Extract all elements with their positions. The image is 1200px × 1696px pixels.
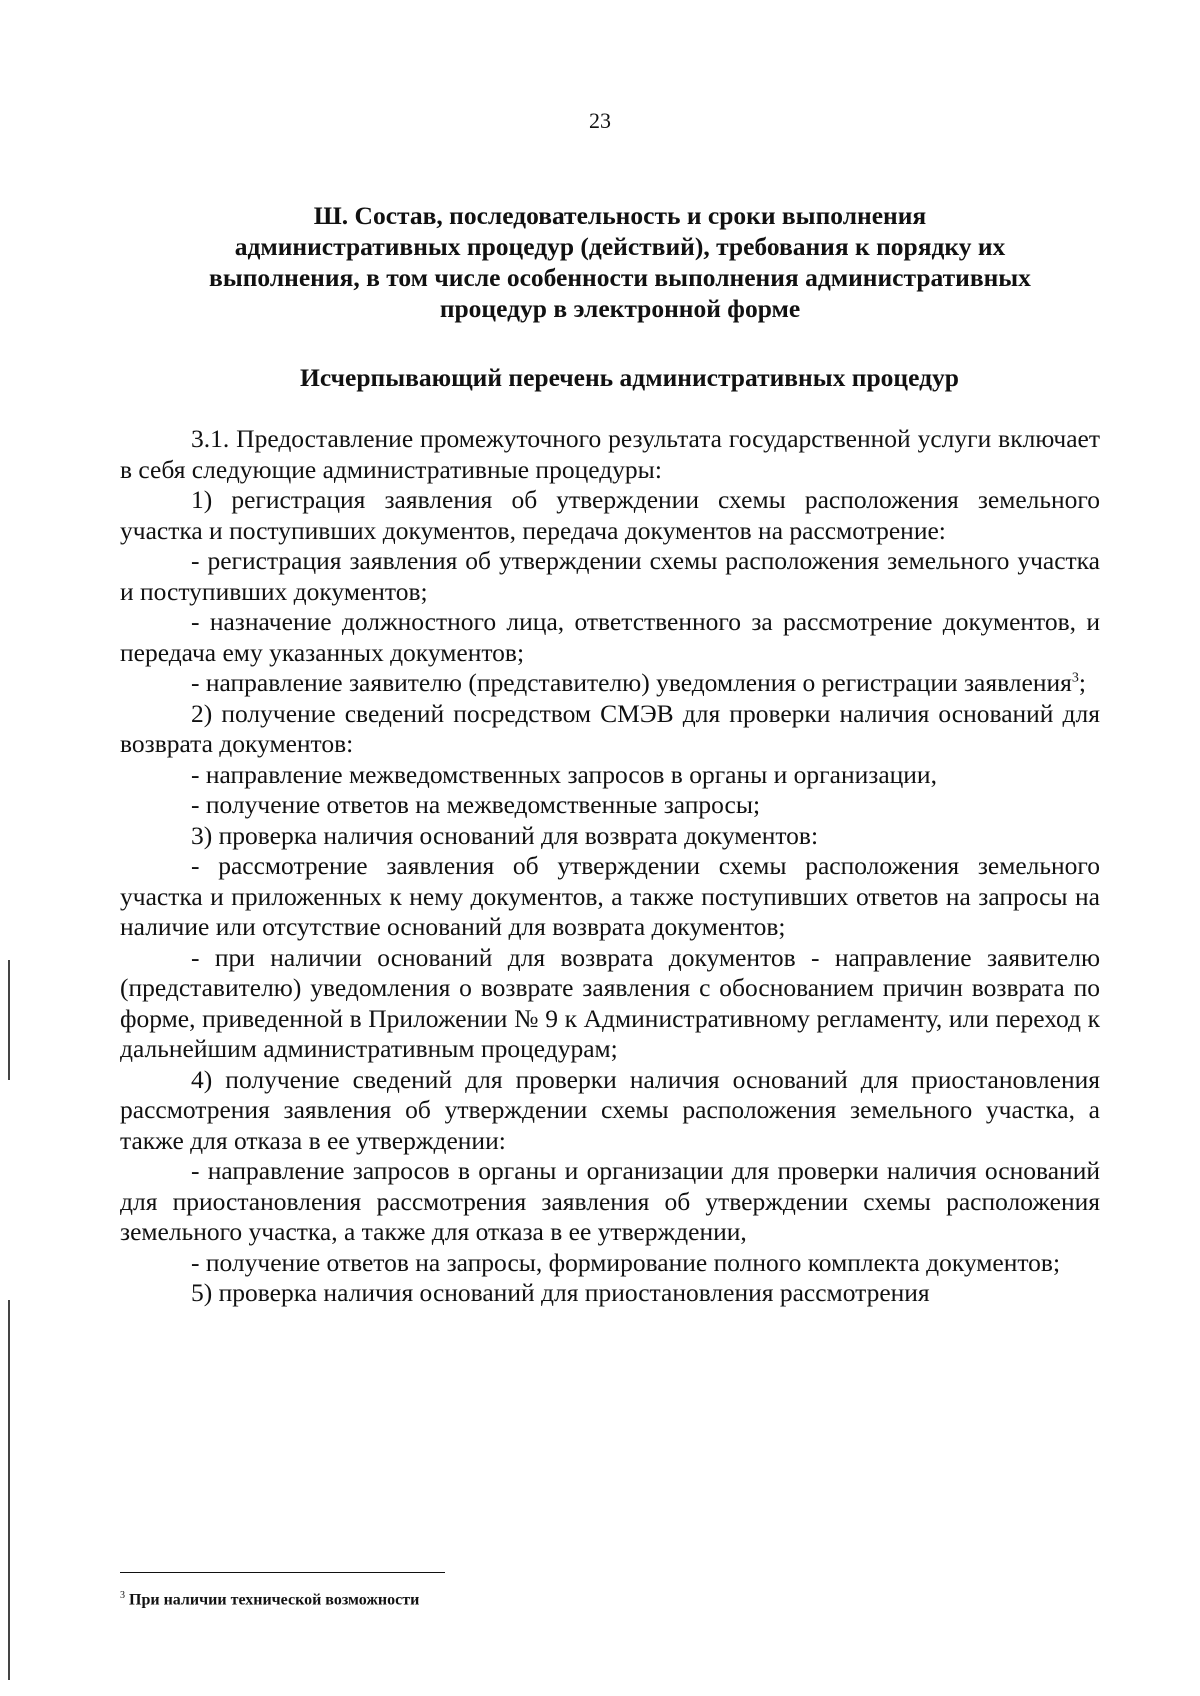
footnote-text: При наличии технической возможности	[129, 1591, 420, 1609]
paragraph: - получение ответов на межведомственные запросы;	[191, 790, 761, 819]
section-title-line: процедур в электронной форме	[439, 294, 801, 323]
section-title	[160, 200, 1080, 324]
section-title-line: Ш. Состав, последовательность и сроки выполнения	[313, 201, 927, 230]
paragraph: - при наличии оснований для возврата документов - направление заявителю (представителю) уведомления о возврате заявления с обоснованием причин возврата по форме, приведенной в Приложении № 9 к Административному регламенту, или переход к дальнейшим административным процедурам;	[120, 942, 1100, 1063]
section-title-line: выполнения, в том числе особенности выполнения административных	[209, 263, 1031, 292]
paragraph: - регистрация заявления об утверждении схемы расположения земельного участка и поступивших документов;	[120, 546, 1100, 606]
scan-edge-mark	[8, 1300, 10, 1680]
paragraph: 2) получение сведений посредством СМЭВ для проверки наличия оснований для возврата документов:	[120, 698, 1100, 758]
paragraph-text: - направление заявителю (представителю) уведомления о регистрации заявления	[191, 668, 1072, 697]
paragraph: 1) регистрация заявления об утверждении схемы расположения земельного участка и поступивших документов, передача документов на рассмотрение:	[120, 485, 1100, 545]
footnote-marker: 3	[120, 1590, 125, 1601]
footnote	[120, 1590, 720, 1609]
paragraph-suffix: ;	[1078, 668, 1086, 697]
section-title-line: административных процедур (действий), требования к порядку их	[234, 232, 1006, 261]
paragraph: - назначение должностного лица, ответственного за рассмотрение документов, и передача ему указанных документов;	[120, 607, 1100, 667]
page-number: 23	[589, 108, 611, 133]
paragraph: 3) проверка наличия оснований для возврата документов:	[191, 820, 819, 850]
paragraph: - направление межведомственных запросов в органы и организации,	[191, 759, 937, 789]
paragraph: - направление запросов в органы и организации для проверки наличия оснований для приостановления рассмотрения заявления об утверждении схемы расположения земельного участка, а также для отказа в ее утверждении,	[120, 1156, 1100, 1246]
paragraph: 3.1. Предоставление промежуточного результата государственной услуги включает в себя следующие административные процедуры:	[120, 424, 1100, 484]
document-body	[120, 424, 1100, 1309]
paragraph	[120, 668, 1100, 699]
footnote-divider	[120, 1572, 445, 1573]
paragraph: 4) получение сведений для проверки наличия оснований для приостановления рассмотрения заявления об утверждении схемы расположения земельного участка, а также для отказа в ее утверждении:	[120, 1064, 1100, 1155]
paragraph: 5) проверка наличия оснований для приостановления рассмотрения	[191, 1278, 930, 1307]
scan-edge-mark	[8, 960, 10, 1080]
footnote-reference: 3	[1071, 670, 1079, 686]
paragraph: - получение ответов на запросы, формирование полного комплекта документов;	[191, 1247, 1061, 1277]
paragraph: - рассмотрение заявления об утверждении схемы расположения земельного участка и приложенных к нему документов, а также поступивших ответов на запросы на наличие или отсутствие оснований для возврата документов;	[120, 851, 1100, 941]
subsection-title: Исчерпывающий перечень административных процедур	[300, 363, 959, 392]
